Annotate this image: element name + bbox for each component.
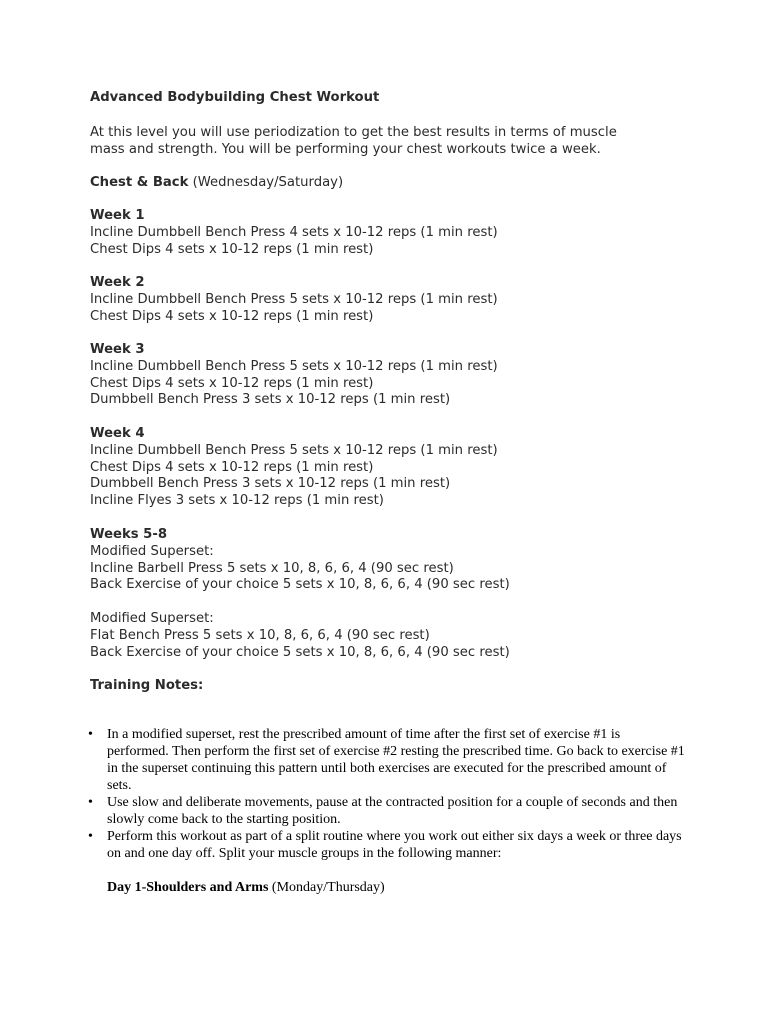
note-line: performed. Then perform the first set of exercise #2 resting the prescribed time. Go back to exercise #1: [107, 744, 685, 759]
exercise-line: Chest Dips 4 sets x 10-12 reps (1 min rest): [90, 459, 374, 475]
week-heading: Week 2: [90, 275, 145, 290]
day-1-label: Day 1-Shoulders and Arms: [107, 880, 269, 895]
week-3-section: [90, 342, 730, 409]
note-line: on and one day off. Split your muscle groups in the following manner:: [107, 846, 502, 861]
exercise-line: Incline Dumbbell Bench Press 5 sets x 10-12 reps (1 min rest): [90, 442, 498, 458]
exercise-line: Chest Dips 4 sets x 10-12 reps (1 min rest): [90, 375, 374, 391]
exercise-line: Chest Dips 4 sets x 10-12 reps (1 min rest): [90, 308, 374, 324]
exercise-line: Incline Dumbbell Bench Press 5 sets x 10-12 reps (1 min rest): [90, 291, 498, 307]
intro-paragraph: [90, 125, 730, 159]
week-4-section: [90, 426, 730, 510]
exercise-line: Incline Dumbbell Bench Press 4 sets x 10-12 reps (1 min rest): [90, 224, 498, 240]
week-heading: Weeks 5-8: [90, 527, 167, 542]
weeks-5-8-section: [90, 527, 730, 594]
list-item: [88, 794, 688, 828]
week-1-section: [90, 208, 730, 258]
training-notes-heading: Training Notes:: [90, 678, 204, 693]
week-2-section: [90, 275, 730, 325]
note-line: in the superset continuing this pattern until both exercises are executed for the prescribed amount of: [107, 761, 667, 776]
bullet-icon: •: [88, 795, 93, 810]
bullet-icon: •: [88, 829, 93, 844]
exercise-line: Dumbbell Bench Press 3 sets x 10-12 reps (1 min rest): [90, 392, 451, 408]
superset-2-section: [90, 611, 730, 661]
exercise-line: Incline Flyes 3 sets x 10-12 reps (1 min rest): [90, 493, 384, 509]
exercise-line: Back Exercise of your choice 5 sets x 10, 8, 6, 6, 4 (90 sec rest): [90, 577, 510, 593]
list-item: [88, 726, 688, 794]
week-heading: Week 1: [90, 208, 145, 223]
bullet-icon: •: [88, 727, 93, 742]
schedule-label: Chest & Back: [90, 175, 189, 190]
note-line: In a modified superset, rest the prescribed amount of time after the first set of exercise #1 is: [107, 727, 621, 742]
superset-label: Modified Superset:: [90, 543, 214, 559]
document-title: Advanced Bodybuilding Chest Workout: [90, 90, 380, 105]
exercise-line: Dumbbell Bench Press 3 sets x 10-12 reps (1 min rest): [90, 476, 451, 492]
day-1-line: [107, 880, 385, 896]
intro-line: At this level you will use periodization to get the best results in terms of muscle: [90, 125, 617, 140]
note-line: Perform this workout as part of a split routine where you work out either six days a week or three days: [107, 829, 682, 844]
note-line: slowly come back to the starting position.: [107, 812, 341, 827]
week-heading: Week 4: [90, 426, 145, 441]
exercise-line: Incline Dumbbell Bench Press 5 sets x 10-12 reps (1 min rest): [90, 358, 498, 374]
intro-line: mass and strength. You will be performing your chest workouts twice a week.: [90, 141, 601, 157]
note-line: Use slow and deliberate movements, pause at the contracted position for a couple of seconds and then: [107, 795, 678, 810]
exercise-line: Back Exercise of your choice 5 sets x 10, 8, 6, 6, 4 (90 sec rest): [90, 644, 510, 660]
day-1-days: (Monday/Thursday): [268, 880, 385, 895]
week-heading: Week 3: [90, 342, 145, 357]
schedule-days: (Wednesday/Saturday): [192, 175, 344, 190]
list-item: [88, 828, 688, 862]
exercise-line: Incline Barbell Press 5 sets x 10, 8, 6, 6, 4 (90 sec rest): [90, 560, 454, 576]
exercise-line: Flat Bench Press 5 sets x 10, 8, 6, 6, 4 (90 sec rest): [90, 627, 430, 643]
superset-label: Modified Superset:: [90, 611, 214, 626]
exercise-line: Chest Dips 4 sets x 10-12 reps (1 min rest): [90, 241, 374, 257]
note-line: sets.: [107, 778, 132, 793]
schedule-line: [90, 175, 730, 192]
training-notes-list: [88, 726, 688, 862]
